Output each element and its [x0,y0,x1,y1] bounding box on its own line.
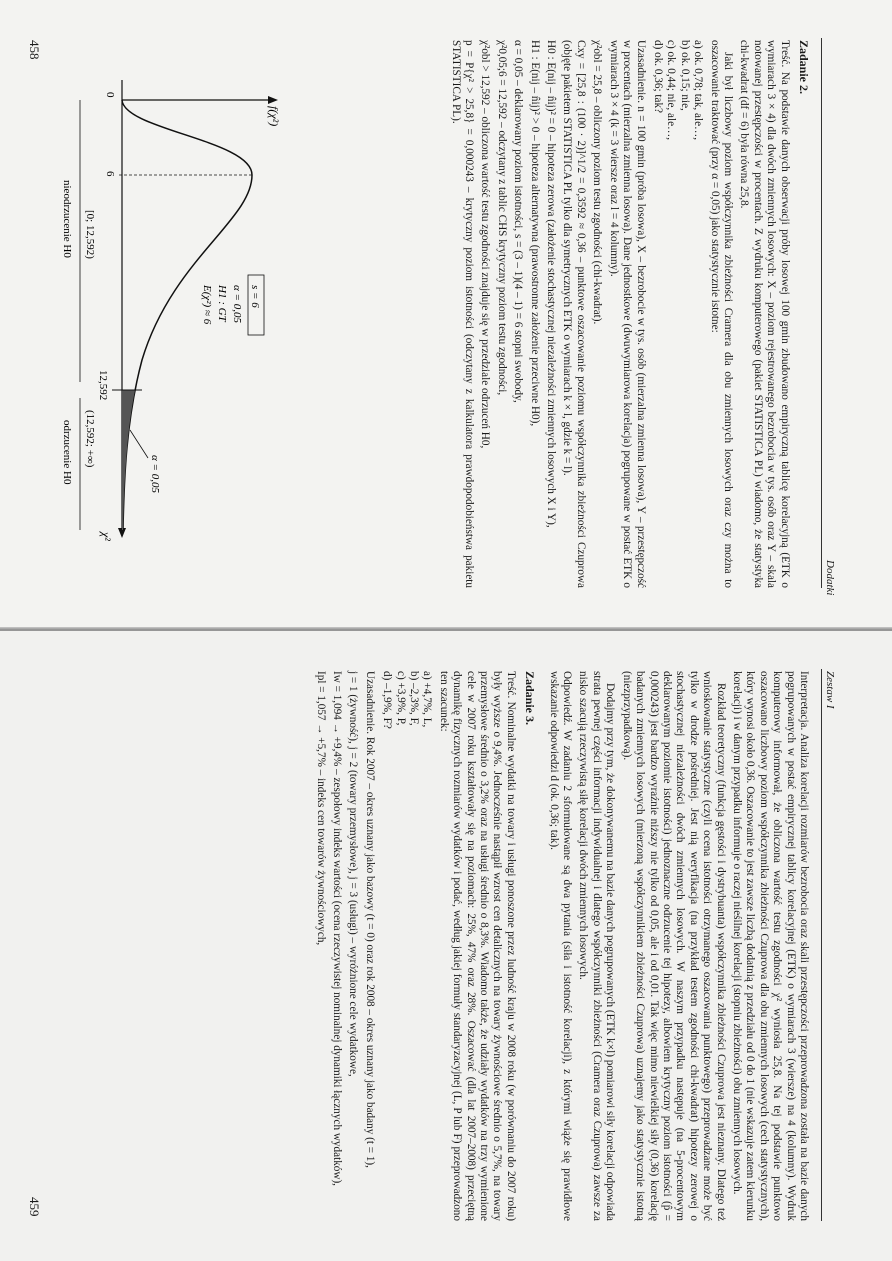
y-axis-label: f(χ²) [267,106,281,127]
task-title: Zadanie 3. [523,671,538,726]
mode-tick: 6 [104,171,116,177]
alpha-label: α = 0,05 [149,455,161,493]
running-header: Dodatki [824,560,836,596]
critical-tick: 12,592 [97,370,109,401]
justification-line: Ipl = 1,057 → +5,7% – indeks cen towarów żywnościowych, [314,671,327,946]
answer-options [380,671,434,1221]
option-b: b) –2,3%, F, [408,671,421,726]
option-d: d) ok. 0,36; tak? [651,40,664,114]
interpretation-paragraph: Rozkład teoretyczny (funkcja gęstości i dystrybuanta) współczynnika zbieżności Czuprowa jest nieznany. Dlatego też wnioskowanie statystyczne (czyli ocena istotności otrzymanego oszacowania punktowego) przeprowadzane może być tylko w drodze pośredniej. Jest nią weryfikacja (na przykład testem zgodności chi-kwadrat) hipotezy zerowej o stochastycznej niezależności dwóch zmiennych losowych. W naszym przypadku następuje (na 5-procentowym deklarowanym poziomie istotności) jednoznaczne odrzucenie tej hipotezy, albowiem krytyczny poziom istotności (p̂ = 0,000243) jest bardzo wyraźnie niższy nie tylko od 0,05, ale i od 0,01. Tak więc mimo niewielkiej siły (0,36) korelację badanych zmiennych losowych (mierzoną współczynnikiem zbieżności Czuprowa) uznajemy jako statystycznie istotną (niezprzypadkową). [620,671,727,1221]
task-statement: Treść. Na podstawie danych obserwacji próby losowej 100 gmin zbudowano empiryczną tablicę korelacyjną (ETK o wymiarach 3 × 4) dla dwóch zmiennych losowych: X – poziom rejestrowanego bezrobocia w tys. osób oraz Y – skala notowanej przestępczości w procentach. Z wydruku komputerowego (pakiet STATISTICA PL) wiadomo, że statystyka chi-kwadrat (df = 6) była równa 25,8. [738,40,791,588]
option-b: b) ok. 0,15; nie, [678,40,691,111]
interpretation-paragraph: Interpretacja. Analiza korelacji rozmiarów bezrobocia oraz skali przestępczości przeprowadzona została na bazie danych pogrupowanych w postać empirycznej tablicy korelacyjnej (ETK) o wymiarach 3 (wiersze) na 4 (kolumny). Wydruk komputerowy informował, że obliczona wartość testu zgodności χ² wyniosła 25,8. Na tej podstawie punktowo oszacowano liczbowy poziom współczynnika zbieżności Czuprowa dla obu zmiennych losowych (cech statystycznych), który wynosi około 0,36. Oszacowanie to jest zawsze liczbą dodatnią z przedziału od 0 do 1 (nie wskazuje zatem kierunku korelacji) i w danym przypadku informuje o raczej nieśilnej korelacji (stopniu zbieżności) obu zmiennych losowych. [730,671,810,1221]
justification-line: j = 1 (żywność), j = 2 (towary przemysłowe), j = 3 (usługi) – wyróżnione cele wydatkowe, [347,671,360,1077]
justification-line: χ²0,05;6 = 12,592 – odczytany z tablic CHS krytyczny poziom testu zgodności, [495,40,508,396]
reject-label: odrzucenie H0 [61,420,73,485]
y-axis-arrow [268,96,278,104]
option-d: d) –1,9%, F? [381,671,394,729]
page-number: 458 [27,40,42,60]
justification-line: α = 0,05 – deklarowany poziom istotności, s = (3 – 1)(4 – 1) = 6 stopni swobody, [512,40,525,403]
option-a: a) ok. 0,78; tak, ale…, [692,40,705,141]
alpha-pointer [130,430,148,458]
answer-options [651,40,705,588]
chi-square-figure [42,60,292,580]
accept-interval: [0; 12,592) [84,210,96,259]
left-page [0,0,892,630]
origin-tick: 0 [104,92,116,98]
task-statement: Treść. Nominalne wydatki na towary i usługi ponoszone przez ludność kraju w 2008 roku (w porównaniu do 2007 roku) były wyższe o 9,4%. Jednocześnie nastąpił wzrost cen detalicznych na towary żywnościowe średnio o 5,7%, na towary przemysłowe średnio o 3,2% oraz na usługi średnio o 8,3%. Wiadomo także, że udziały wydatków na trzy wymienione cele w 2007 roku kształtowały się na poziomach: 25%, 47% oraz 28%. Oszacować (dla lat 2007–2008) przeciętną dynamikę fizycznych rozmiarów wydatków i podać, według jakiej formuły standaryzacyjnej (L, P lub F) przeprowadzono ten szacunek: [437,671,517,1221]
x-axis-label: χ² [99,532,113,541]
option-a: a) +4,7%, L, [421,671,434,728]
justification-line: Uzasadnienie. Rok 2007 – okres uznany jako bazowy (t = 0) oraz rok 2008 – okres uznany jako badany (t = 1), [363,671,376,1168]
running-header: Zestaw I [824,671,836,709]
header-rule [821,669,822,1221]
accept-label: nieodrzucenie H0 [61,180,73,258]
interpretation-paragraph: Dodajmy przy tym, że dokonywanemu na bazie danych pogrupowanych (ETK k×l) pomiarowi siły korelacji odpowiada strata pewnej części informacji indywidualnej i dlatego współczynniki zbieżności (Cramera oraz Czuprowa) zawsze za nisko szacują rzeczywistą siłę korelacji dwóch zmiennych losowych. [577,671,617,1221]
answer-paragraph: Odpowiedź. W zadaniu 2 sformułowane są dwa pytania (siła i istotność korelacji), z którymi wiąże się prawidłowe wskazanie odpowiedzi d (ok. 0,36; tak). [547,671,574,1221]
right-page [0,631,892,1261]
option-c: c) +3,9%, P, [394,671,407,726]
justification-line: χ²obl = 25,8 – obliczony poziom testu zgodności (chi-kwadrat). [591,40,604,325]
justification-line: Cxy = [25,8 : (100 · 2)]^1/2 = 0,3592 ≈ 0,36 – punktowe oszacowanie poziomu współczynnika zbieżności Czuprowa (objęte pakietem STATISTICA PL tylko dla symetrycznych ETK o wymiarach k × l, gdzie k = l). [561,40,587,588]
reject-interval: (12,592; +∞) [84,410,96,468]
task-title: Zadanie 2. [797,40,811,95]
legend-line: α = 0,05 [231,285,243,323]
justification-line: p = P{χ² > 25,8} = 0,000243 – krytyczny poziom istotności (odczytany z kalkulatora prawdopodobieństwa pakietu STATISTICA PL). [449,40,476,588]
justification-line: χ²obl > 12,592 – obliczona wartość testu zgodności znajduje się w przedziale odrzuceń H0, [479,40,492,449]
task-question: Jaki był liczbowy poziom współczynnika zbieżności Cramera dla obu zmiennych losowych oraz czy można to oszacowanie traktować (przy α = 0,05) jako statystycznie istotne: [708,40,734,588]
right-text-column [310,671,810,1221]
justification-line: Iw = 1,094 → +9,4% – zespołowy indeks wartości (ocena rzeczywistej nominalnej dynamiki łącznych wydatków), [331,671,343,1186]
legend-line: E(χ²) ≈ 6 [201,285,213,325]
page-number: 459 [27,1197,42,1217]
legend-line: s = 6 [249,285,261,308]
justification-line: H1 : E(nij – n̂ij)² > 0 – hipoteza alternatywna (prawostronne założenie przeciwne H0), [528,40,541,427]
legend-line: H1 : GT [216,285,228,322]
justification-line: Uzasadnienie. n = 100 gmin (próba losowa), X – bezrobocie w tys. osób (mierzalna zmienna losowa), Y – przestępczość w procentach (mierzalna zmienna losowa). Dane jednostkowe (dwuwymiarowa korelacja) pogrupowane w postać ETK o wymiarach 3 × 4 (k = 3 wiersze oraz l = 4 kolumny). [607,40,647,588]
option-c: c) ok. 0,44; nie, ale…, [665,40,678,141]
justification-line: H0 : E(nij – n̂ij)² = 0 – hipoteza zerowa (założenie stochastycznej niezależności zmiennych losowych X i Y), [545,40,558,528]
header-rule [821,38,822,588]
left-text-column [445,40,810,588]
